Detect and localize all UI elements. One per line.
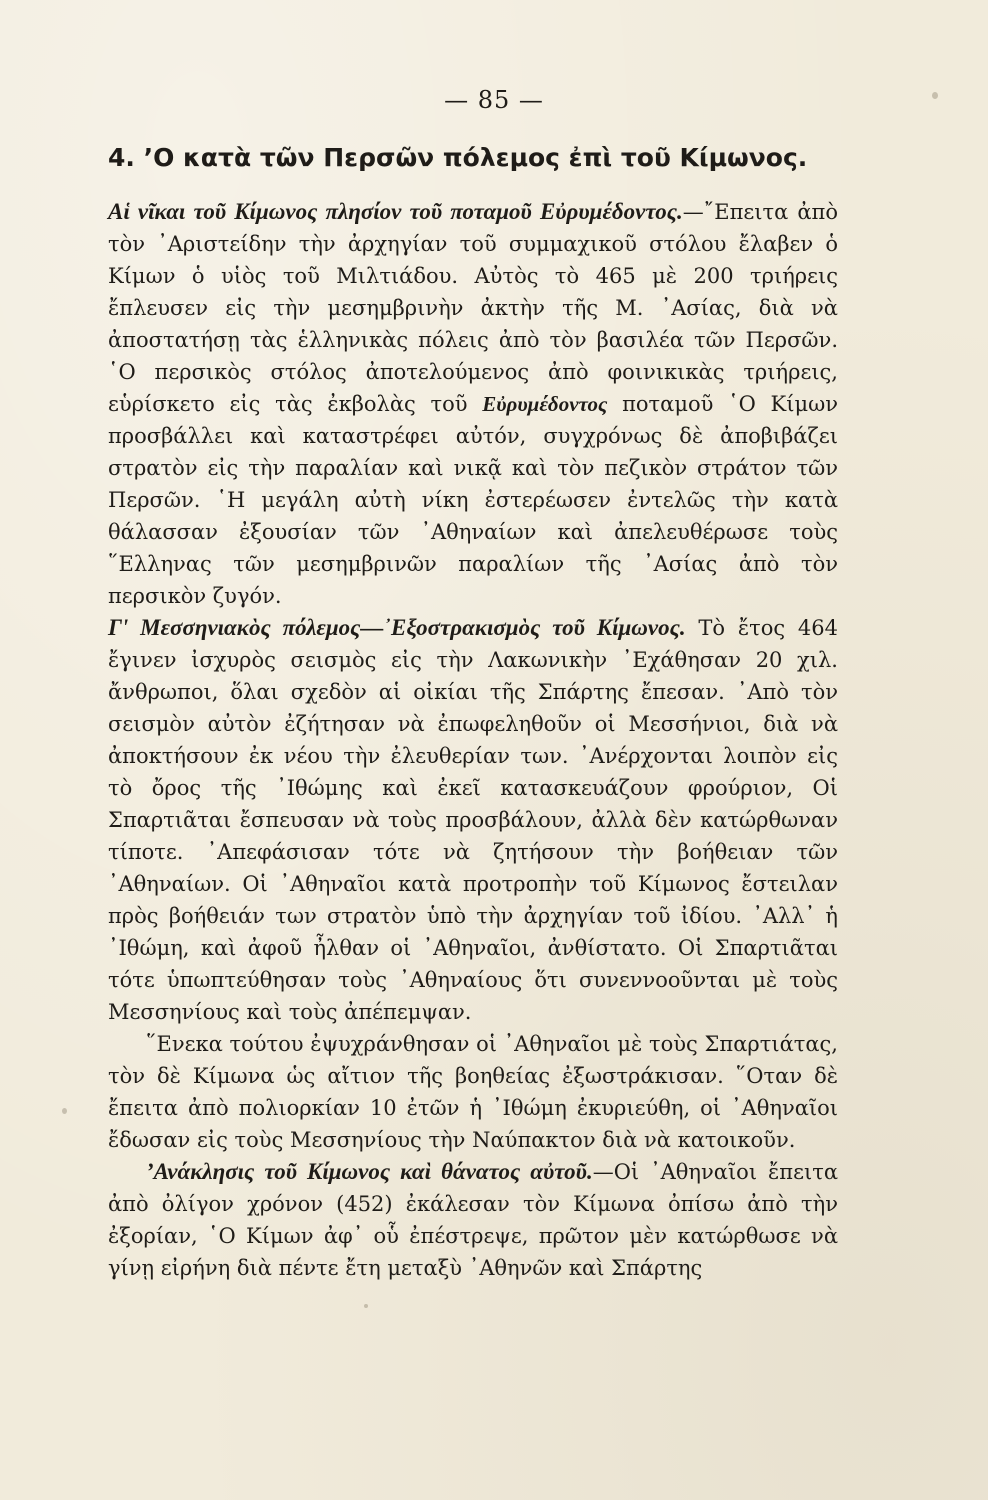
paragraph-text: Τὸ ἔτος 464 ἔγινεν ἰσχυρὸς σεισμὸς εἰς τὴν Λακωνικὴν ᾿Εχάθησαν 20 χιλ. ἄνθρωποι, ὅλαι σχεδὸν αἱ οἰκίαι τῆς Σπάρτης ἔπεσαν. ᾿Απὸ τὸν σεισμὸν αὐτὸν ἐζήτησαν νὰ ἐπωφεληθοῦν οἱ Μεσσήνιοι, διὰ νὰ ἀποκτήσουν ἐκ νέου τὴν ἐλευθερίαν των. ᾿Ανέρχονται λοιπὸν εἰς τὸ ὄρος τῆς ᾿Ιθώμης καὶ ἐκεῖ κατασκευάζουν φρούριον, Οἱ Σπαρτιᾶται ἔσπευσαν νὰ τοὺς προσβάλουν, ἀλλὰ δὲν κατώρθωναν τίποτε. ᾿Απεφάσισαν τότε νὰ ζητήσουν τὴν βοήθειαν τῶν ᾿Αθηναίων. Οἱ ᾿Αθηναῖοι κατὰ προτροπὴν τοῦ Κίμωνος ἔστειλαν πρὸς βοήθειάν των στρατὸν ὑπὸ τὴν ἀρχηγίαν τοῦ ἰδίου. ᾿Αλλ᾿ ἡ ᾿Ιθώμη, καὶ ἀφοῦ ἦλθαν οἱ ᾿Αθηναῖοι, ἀνθίστατο. Οἱ Σπαρτιᾶται τότε ὑπωπτεύθησαν τοὺς ᾿Αθηναίους ὅτι συνεννοοῦνται μὲ τοὺς Μεσσηνίους καὶ τοὺς ἀπέπεμψαν. xyxy=(108,616,838,1024)
paragraph-messenian-war xyxy=(108,612,838,1028)
paragraph-eurymedon xyxy=(108,196,838,612)
paragraph-text: —Οἱ ᾿Αθηναῖοι ἔπειτα ἀπὸ ὀλίγον χρόνον (452) ἐκάλεσαν τὸν Κίμωνα ὀπίσω ἀπὸ τὴν ἐξορίαν, ῾Ο Κίμων ἀφ᾿ οὗ ἐπέστρεψε, πρῶτον μὲν κατώρθωσε νὰ γίνῃ εἰρήνη διὰ πέντε ἔτη μεταξὺ ᾿Αθηνῶν καὶ Σπάρτης xyxy=(108,1160,839,1280)
paragraph-recall xyxy=(108,1156,838,1284)
ink-spot xyxy=(364,1304,368,1308)
paragraph-heading: ’Ανάκλησις τοῦ Κίμωνος καὶ θάνατος αὐτοῦ. xyxy=(146,1159,593,1184)
section-title: 4. ’Ο κατὰ τῶν Περσῶν πόλεμος ἐπὶ τοῦ Κίμωνος. xyxy=(108,143,808,172)
paragraph-text: —῎Επειτα ἀπὸ τὸν ᾿Αριστείδην τὴν ἀρχηγίαν τοῦ συμμαχικοῦ στόλου ἔλαβεν ὁ Κίμων ὁ υἱὸς τοῦ Μιλτιάδου. Αὐτὸς τὸ 465 μὲ 200 τριήρεις ἔπλευσεν εἰς τὴν μεσημβρινὴν ἀκτὴν τῆς Μ. ᾿Ασίας, διὰ νὰ ἀποστατήσῃ τὰς ἑλληνικὰς πόλεις ἀπὸ τὸν βασιλέα τῶν Περσῶν. ῾Ο περσικὸς στόλος ἀποτελούμενος ἀπὸ φοινικικὰς τριήρεις, εὑρίσκετο εἰς τὰς ἐκβολὰς τοῦ xyxy=(108,200,838,416)
ink-spot xyxy=(62,1108,67,1114)
page-number: — 85 — xyxy=(444,86,544,114)
paragraph-text: ῞Ενεκα τούτου ἐψυχράνθησαν οἱ ᾿Αθηναῖοι μὲ τοὺς Σπαρτιάτας, τὸν δὲ Κίμωνα ὡς αἴτιον τῆς βοηθείας ἐξωστράκισαν. ῞Οταν δὲ ἔπειτα ἀπὸ πολιορκίαν 10 ἐτῶν ἡ ᾿Ιθώμη ἐκυριεύθη, οἱ ᾿Αθηναῖοι ἔδωσαν εἰς τοὺς Μεσσηνίους τὴν Ναύπακτον διὰ νὰ κατοικοῦν. xyxy=(108,1032,838,1152)
page-content xyxy=(108,140,838,1284)
paragraph-heading: Αἱ νῖκαι τοῦ Κίμωνος πλησίον τοῦ ποταμοῦ Εὐρυμέδοντος. xyxy=(108,199,683,224)
paragraph-ostracism xyxy=(108,1028,838,1156)
emphasized-word: Εὐρυμέδοντος xyxy=(482,392,608,416)
paragraph-text: ποταμοῦ ῾Ο Κίμων προσβάλλει καὶ καταστρέφει αὐτόν, συγχρόνως δὲ ἀποβιβάζει στρατὸν εἰς τὴν παραλίαν καὶ νικᾷ καὶ τὸν πεζικὸν στράτον τῶν Περσῶν. ῾Η μεγάλη αὐτὴ νίκη ἐστερέωσεν ἐντελῶς τὴν κατὰ θάλασσαν ἐξουσίαν τῶν ᾿Αθηναίων καὶ ἀπελευθέρωσε τοὺς ῞Ελληνας τῶν μεσημβρινῶν παραλίων τῆς ᾿Ασίας ἀπὸ τὸν περσικὸν ζυγόν. xyxy=(108,392,838,608)
paragraph-heading: Γ' Μεσσηνιακὸς πόλεμος—᾿Εξοστρακισμὸς τοῦ Κίμωνος. xyxy=(108,615,686,640)
